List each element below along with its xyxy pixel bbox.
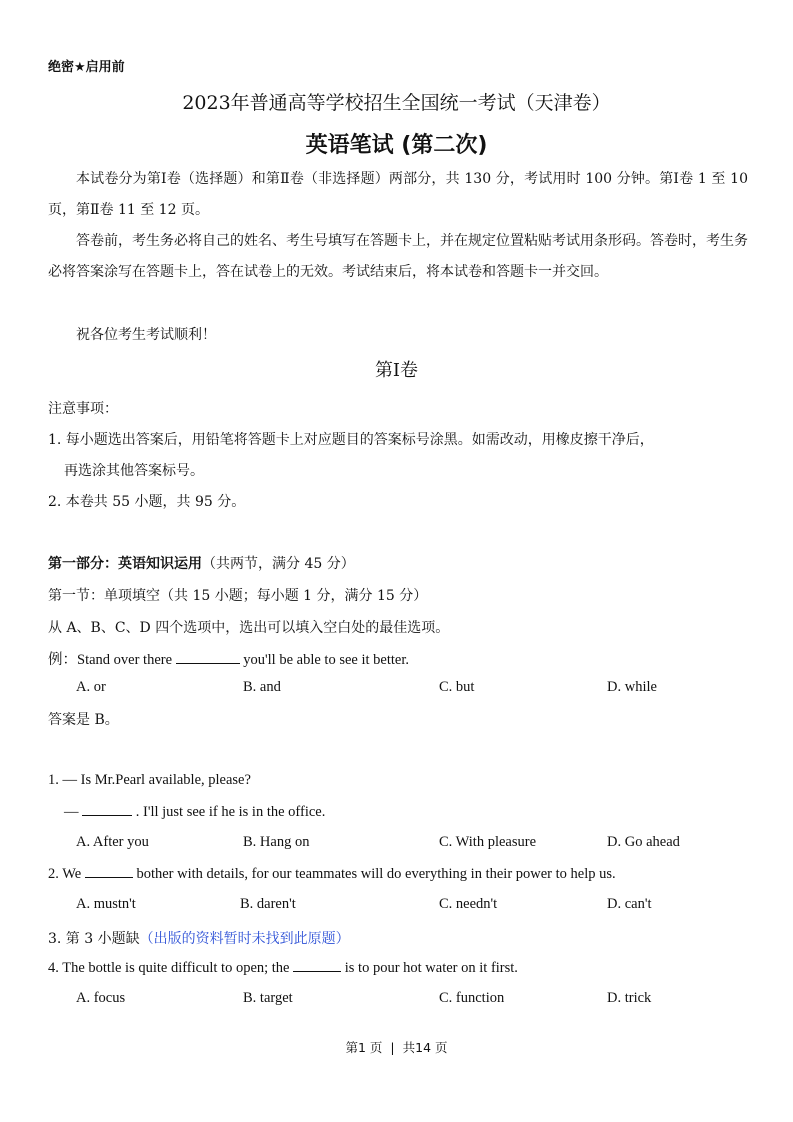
question-1-option-d: D. Go ahead	[607, 834, 680, 850]
question-4	[48, 959, 518, 977]
question-4-prefix: 4. The bottle is quite difficult to open; the	[48, 960, 290, 976]
confidential-label: 绝密★启用前	[48, 60, 125, 75]
question-2-option-d: D. can't	[607, 896, 652, 912]
section1-instruction: 从 A、B、C、D 四个选项中，选出可以填入空白处的最佳选项。	[48, 620, 450, 636]
question-2-option-a: A. mustn't	[76, 896, 136, 912]
question-2-prefix: 2. We	[48, 866, 82, 882]
exam-subtitle: 英语笔试 (第二次)	[305, 133, 488, 158]
question-4-suffix: is to pour hot water on it first.	[344, 960, 518, 976]
question-4-option-d: D. trick	[607, 990, 652, 1006]
example-option-b: B. and	[243, 679, 281, 695]
note-item-1: 1. 每小题选出答案后，用铅笔将答题卡上对应题目的答案标号涂黑。如需改动，用橡皮擦干净后，	[48, 432, 654, 448]
question-3-note: （出版的资料暂时未找到此原题）	[139, 931, 350, 947]
intro-paragraph-3: 祝各位考生考试顺利！	[76, 327, 216, 343]
question-1-line-1: 1. — Is Mr.Pearl available, please?	[48, 772, 251, 788]
footer-separator: |	[390, 1040, 395, 1055]
question-1-option-c: C. With pleasure	[439, 834, 537, 850]
example-option-a: A. or	[76, 679, 106, 695]
intro-paragraph-1: 本试卷分为第Ⅰ卷（选择题）和第Ⅱ卷（非选择题）两部分，共 130 分，考试用时 100 分钟。第Ⅰ卷 1 至 10 页，第Ⅱ卷 11 至 12 页。	[48, 171, 748, 218]
question-4-option-b: B. target	[243, 990, 293, 1006]
example-question	[48, 648, 409, 669]
volume-heading: 第Ⅰ卷	[374, 360, 419, 381]
question-1-blank	[82, 803, 132, 816]
page-total: 共14 页	[402, 1040, 448, 1055]
example-prefix: 例：Stand over there	[48, 652, 173, 668]
question-2-suffix: bother with details, for our teammates will do everything in their power to help us.	[136, 866, 616, 882]
question-4-option-a: A. focus	[76, 990, 126, 1006]
question-3-text: 3. 第 3 小题缺	[48, 931, 140, 947]
example-option-d: D. while	[607, 679, 657, 695]
example-option-c: C. but	[439, 679, 475, 695]
question-1-line-2	[64, 803, 325, 821]
question-4-option-c: C. function	[439, 990, 505, 1006]
question-3	[48, 928, 350, 948]
example-suffix: you'll be able to see it better.	[243, 652, 409, 668]
question-4-blank	[293, 959, 341, 972]
question-1-option-a: A. After you	[76, 834, 149, 850]
question-2	[48, 865, 616, 883]
intro-paragraph-2: 答卷前，考生务必将自己的姓名、考生号填写在答题卡上，并在规定位置粘贴考试用条形码。答卷时，考生务必将答案涂写在答题卡上，答在试卷上的无效。考试结束后，将本试卷和答题卡一并交回。	[48, 233, 748, 280]
example-answer: 答案是 B。	[48, 712, 119, 728]
example-blank	[176, 651, 240, 664]
part1-heading	[48, 553, 355, 573]
question-2-option-b: B. daren't	[240, 896, 296, 912]
question-1-option-b: B. Hang on	[243, 834, 310, 850]
note-item-2: 2. 本卷共 55 小题，共 95 分。	[48, 494, 246, 510]
question-1-suffix: . I'll just see if he is in the office.	[135, 804, 326, 820]
question-2-blank	[85, 865, 133, 878]
question-2-option-c: C. needn't	[439, 896, 498, 912]
section1-heading: 第一节：单项填空（共 15 小题；每小题 1 分，满分 15 分）	[48, 588, 428, 604]
part1-title: 第一部分：英语知识运用	[48, 556, 202, 572]
part1-title-suffix: （共两节，满分 45 分）	[202, 556, 355, 572]
page-number: 第1 页	[345, 1040, 383, 1055]
page-footer	[0, 1038, 793, 1056]
note-item-1-continued: 再选涂其他答案标号。	[64, 463, 204, 479]
notes-title: 注意事项：	[48, 401, 118, 417]
exam-title: 2023年普通高等学校招生全国统一考试（天津卷）	[182, 92, 611, 114]
question-1-dash: —	[64, 804, 79, 820]
